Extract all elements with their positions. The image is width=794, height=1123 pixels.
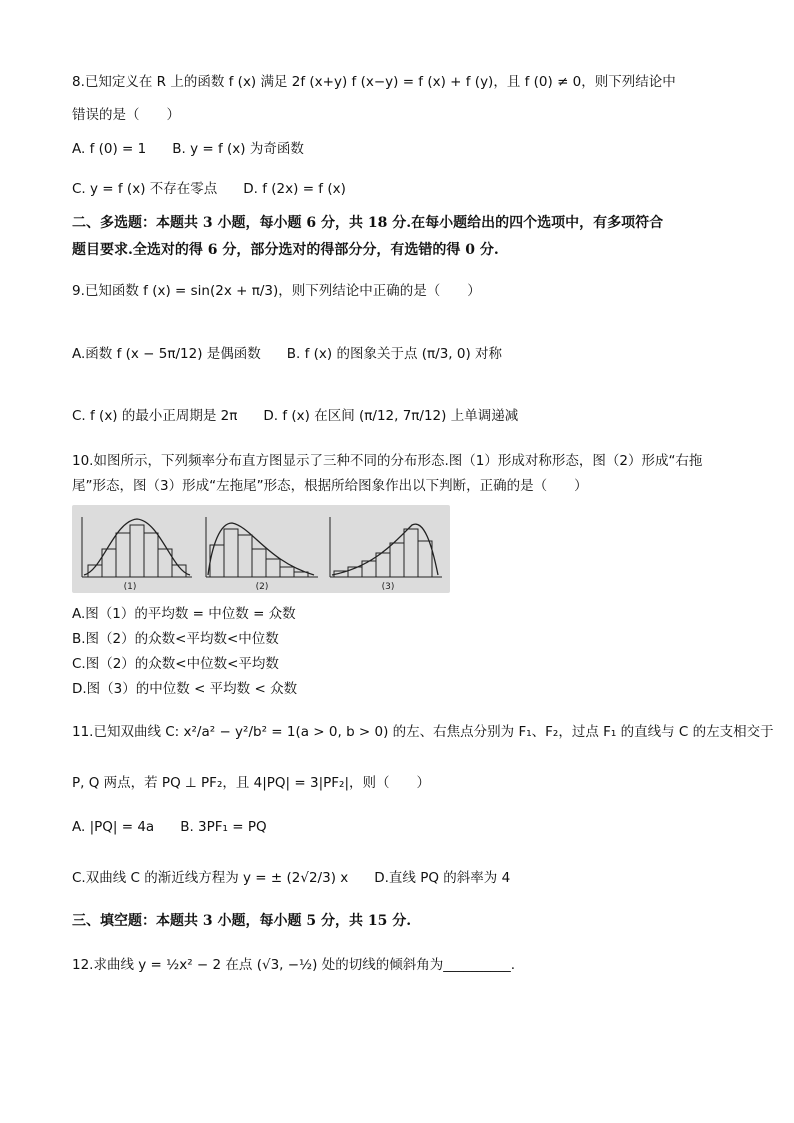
histogram-figure (72, 505, 450, 593)
q11-option-d: D.直线 PQ 的斜率为 4 (374, 870, 511, 886)
q8-stem-line2: 错误的是（ ） (72, 107, 180, 123)
histogram-svg (72, 505, 450, 593)
q10-option-a: A.图（1）的平均数 = 中位数 = 众数 (72, 606, 296, 622)
q12-stem: 12.求曲线 y = ½x² − 2 在点 (√3, −½) 处的切线的倾斜角为__________. (72, 957, 515, 973)
q9-options-cd (72, 406, 518, 426)
q11-stem-line1: 11.已知双曲线 C: x²/a² − y²/b² = 1(a > 0, b > 0) 的左、右焦点分别为 F₁、F₂，过点 F₁ 的直线与 C 的左支相交于 (72, 724, 774, 740)
q8-option-d: D. f (2x) = f (x) (243, 181, 346, 197)
q11-stem-line2: P, Q 两点，若 PQ ⊥ PF₂，且 4|PQ| = 3|PF₂|，则（ ） (72, 775, 431, 791)
q8-options-ab (72, 139, 304, 159)
q11-option-a: A. |PQ| = 4a (72, 819, 155, 835)
q8-option-a: A. f (0) = 1 (72, 141, 147, 157)
histogram-2 (206, 517, 318, 577)
histogram-label-1: (1) (123, 582, 137, 592)
section2-heading-line1: 二、多选题：本题共 3 小题，每小题 6 分，共 18 分.在每小题给出的四个选项中，有多项符合 (72, 215, 664, 231)
q11-options-cd (72, 868, 510, 888)
histogram-label-2: (2) (255, 582, 269, 592)
q9-options-ab (72, 344, 502, 364)
q9-option-b: B. f (x) 的图象关于点 (π/3, 0) 对称 (286, 346, 503, 362)
q11-options-ab (72, 817, 267, 837)
section3-heading: 三、填空题：本题共 3 小题，每小题 5 分，共 15 分. (72, 913, 412, 929)
q9-stem: 9.已知函数 f (x) = sin(2x + π/3)，则下列结论中正确的是（ ） (72, 283, 481, 299)
q11-option-c: C.双曲线 C 的渐近线方程为 y = ± (2√2/3) x (72, 870, 349, 886)
q8-option-b: B. y = f (x) 为奇函数 (172, 141, 304, 157)
q8-stem-line1: 8.已知定义在 R 上的函数 f (x) 满足 2f (x+y) f (x−y) = f (x) + f (y)，且 f (0) ≠ 0，则下列结论中 (72, 74, 676, 90)
section2-heading-line2: 题目要求.全选对的得 6 分，部分选对的得部分分，有选错的得 0 分. (72, 242, 499, 258)
q11-option-b: B. 3PF₁ = PQ (180, 819, 267, 835)
q8-options-cd (72, 179, 346, 199)
histogram-label-3: (3) (381, 582, 395, 592)
histogram-3 (330, 517, 442, 577)
q10-stem-line2: 尾”形态，图（3）形成“左拖尾”形态，根据所给图象作出以下判断，正确的是（ ） (72, 478, 588, 494)
q9-option-c: C. f (x) 的最小正周期是 2π (72, 408, 238, 424)
q9-option-d: D. f (x) 在区间 (π/12, 7π/12) 上单调递减 (263, 408, 519, 424)
q10-stem-line1: 10.如图所示，下列频率分布直方图显示了三种不同的分布形态.图（1）形成对称形态，图（2）形成“右拖 (72, 453, 703, 469)
q10-option-d: D.图（3）的中位数 < 平均数 < 众数 (72, 681, 298, 697)
q10-option-c: C.图（2）的众数<中位数<平均数 (72, 656, 279, 672)
q10-option-b: B.图（2）的众数<平均数<中位数 (72, 631, 279, 647)
q9-option-a: A.函数 f (x − 5π/12) 是偶函数 (72, 346, 261, 362)
q8-option-c: C. y = f (x) 不存在零点 (72, 181, 218, 197)
histogram-1 (82, 517, 192, 577)
